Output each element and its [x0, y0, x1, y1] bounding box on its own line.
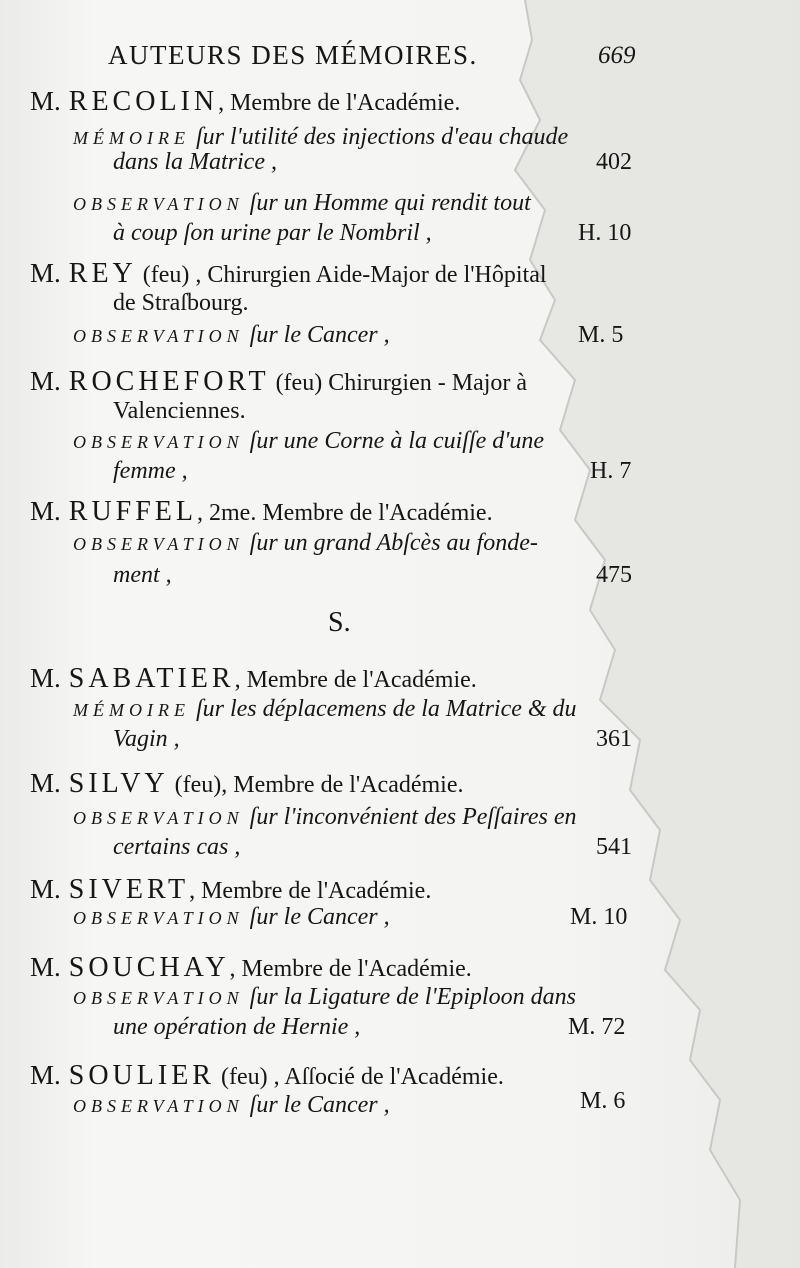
author-silvy: M. SILVY (feu), Membre de l'Académie.	[30, 768, 464, 799]
work-title: OBSERVATION ſur le Cancer ,	[73, 1092, 390, 1118]
author-continued: de Straſbourg.	[113, 290, 249, 316]
author-sivert: M. SIVERT, Membre de l'Académie.	[30, 874, 432, 905]
author-rey: M. REY (feu) , Chirurgien Aide-Major de l'Hôpital	[30, 258, 547, 289]
work-title-continued: Vagin ,	[113, 726, 180, 752]
work-title: MÉMOIRE ſur l'utilité des injections d'eau chaude	[73, 124, 569, 150]
work-title-continued: femme ,	[113, 458, 188, 484]
page-reference: M. 5	[578, 322, 624, 348]
page-reference: 402	[596, 149, 632, 175]
work-title-continued: à coup ſon urine par le Nombril ,	[113, 220, 432, 246]
page-reference: 475	[596, 562, 632, 588]
work-title: OBSERVATION ſur le Cancer ,	[73, 904, 390, 930]
author-rochefort: M. ROCHEFORT (feu) Chirurgien - Major à	[30, 366, 528, 397]
author-recolin: M. RECOLIN, Membre de l'Académie.	[30, 86, 461, 117]
page-reference: H. 7	[590, 458, 632, 484]
page-reference: M. 6	[580, 1088, 626, 1114]
work-title: OBSERVATION ſur le Cancer ,	[73, 322, 390, 348]
page-reference: M. 10	[570, 904, 628, 930]
author-soulier: M. SOULIER (feu) , Aſſocié de l'Académie.	[30, 1060, 504, 1091]
author-sabatier: M. SABATIER, Membre de l'Académie.	[30, 663, 477, 694]
author-ruffel: M. RUFFEL, 2me. Membre de l'Académie.	[30, 496, 493, 527]
work-title-continued: ment ,	[113, 562, 172, 588]
page-reference: M. 72	[568, 1014, 626, 1040]
work-title: OBSERVATION ſur l'inconvénient des Peſſaires en	[73, 804, 577, 830]
page-number: 669	[598, 42, 636, 69]
author-souchay: M. SOUCHAY, Membre de l'Académie.	[30, 952, 472, 983]
work-title: OBSERVATION ſur un grand Abſcès au fonde-	[73, 530, 538, 556]
work-title: OBSERVATION ſur une Corne à la cuiſſe d'une	[73, 428, 545, 454]
author-continued: Valenciennes.	[113, 398, 246, 424]
section-letter: S.	[328, 607, 351, 638]
work-title-continued: certains cas ,	[113, 834, 241, 860]
running-header	[108, 40, 668, 71]
header-title: AUTEURS DES MÉMOIRES.	[108, 40, 478, 70]
page-reference: 361	[596, 726, 632, 752]
page-reference: 541	[596, 834, 632, 860]
work-title: OBSERVATION ſur un Homme qui rendit tout	[73, 190, 531, 216]
work-title: MÉMOIRE ſur les déplacemens de la Matrice & du	[73, 696, 577, 722]
page-reference: H. 10	[578, 220, 632, 246]
work-title: OBSERVATION ſur la Ligature de l'Epiploon dans	[73, 984, 576, 1010]
work-title-continued: une opération de Hernie ,	[113, 1014, 361, 1040]
work-title-continued: dans la Matrice ,	[113, 149, 277, 175]
